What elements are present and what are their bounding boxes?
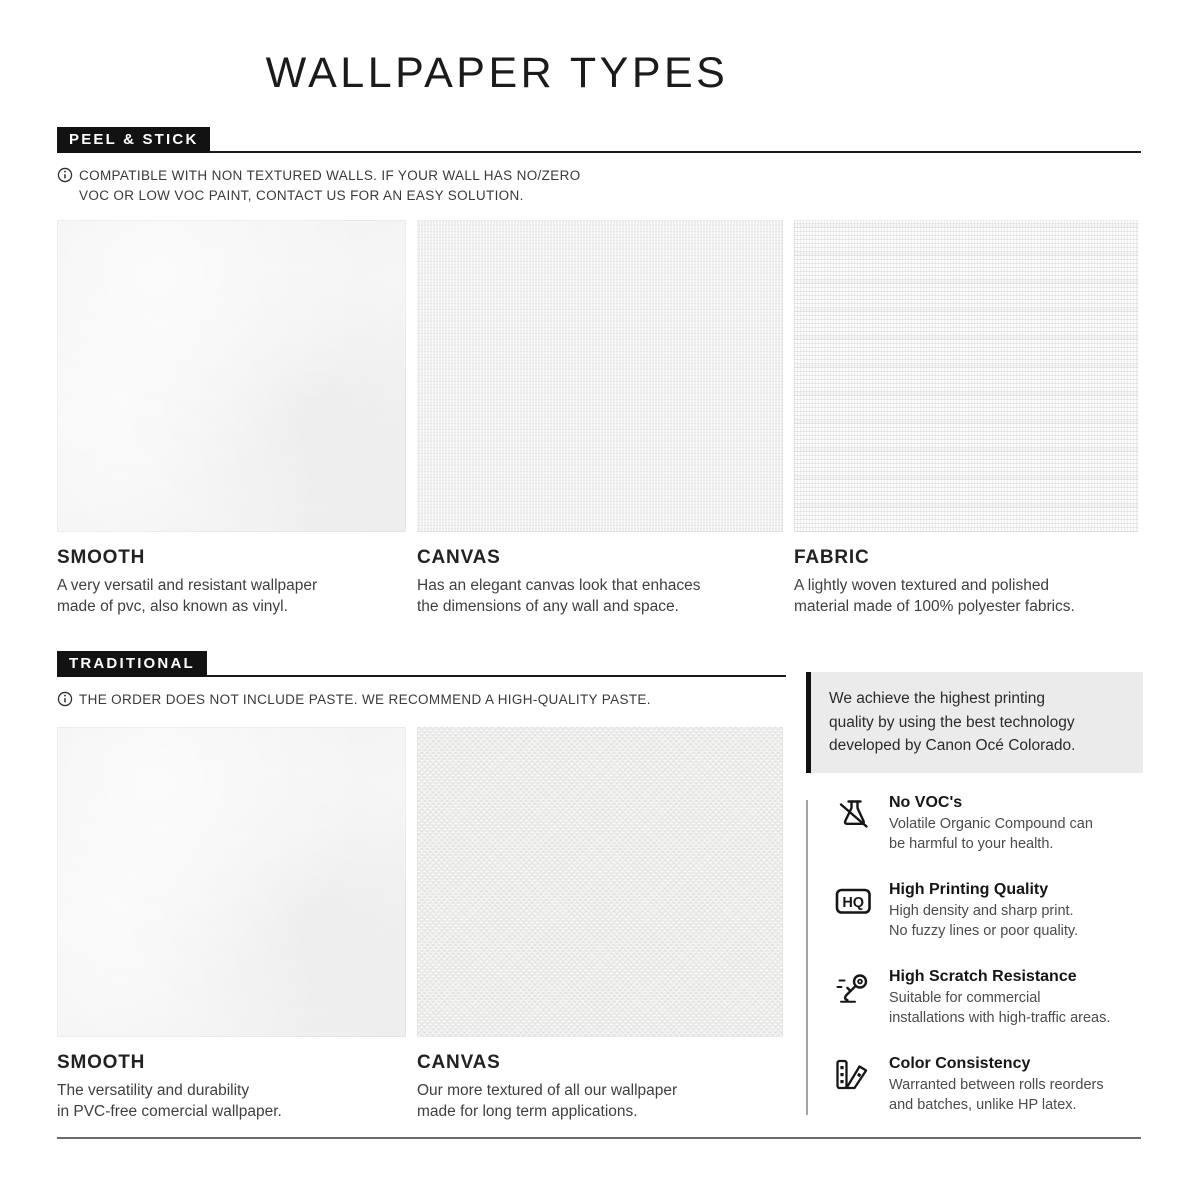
swatch-card-canvas: [417, 220, 783, 617]
svg-text:HQ: HQ: [842, 894, 865, 911]
desc-line: High density and sharp print.: [889, 903, 1074, 919]
feature-no-vocs: [833, 792, 1163, 854]
desc-line: A very versatil and resistant wallpaper: [57, 577, 318, 594]
desc-line: A lightly woven textured and polished: [794, 577, 1050, 594]
no-vocs-flask-icon: [833, 794, 873, 834]
desc-line: made for long term applications.: [417, 1102, 638, 1120]
page-title: WALLPAPER TYPES: [265, 49, 729, 97]
color-swatches-icon: [833, 1055, 873, 1095]
peel-stick-swatch-row: [57, 220, 1141, 617]
desc-line: the dimensions of any wall and space.: [417, 597, 679, 615]
feature-description: [889, 1076, 1104, 1115]
feature-title: Color Consistency: [889, 1055, 1031, 1072]
desc-line: in PVC-free comercial wallpaper.: [57, 1102, 282, 1120]
canvas-texture-sample: [417, 220, 783, 532]
feature-high-scratch-resistance: [833, 966, 1163, 1028]
traditional-swatch-row: [57, 727, 783, 1122]
desc-line: Our more textured of all our wallpaper: [417, 1082, 678, 1099]
swatch-name: FABRIC: [794, 547, 870, 568]
note-line-1: THE ORDER DOES NOT INCLUDE PASTE. WE RECOMMEND A HIGH-QUALITY PASTE.: [79, 692, 651, 707]
swatch-description: [417, 576, 783, 617]
swatch-name: CANVAS: [417, 547, 501, 568]
swatch-card-fabric: [794, 220, 1138, 617]
quote-line: developed by Canon Océ Colorado.: [829, 737, 1076, 754]
canvas-texture-sample: [417, 727, 783, 1037]
desc-line: Has an elegant canvas look that enhaces: [417, 577, 701, 594]
swatch-description: [794, 576, 1138, 617]
desc-line: No fuzzy lines or poor quality.: [889, 922, 1079, 939]
quote-line: quality by using the best technology: [829, 713, 1075, 731]
info-icon: [57, 691, 73, 707]
desc-line: Suitable for commercial: [889, 990, 1041, 1006]
feature-description: [889, 989, 1110, 1028]
swatch-name: CANVAS: [417, 1052, 501, 1073]
smooth-texture-sample: [57, 727, 406, 1037]
info-icon: [57, 167, 73, 183]
swatch-name: SMOOTH: [57, 547, 146, 568]
note-line-1: COMPATIBLE WITH NON TEXTURED WALLS. IF YOUR WALL HAS NO/ZERO: [79, 168, 581, 183]
desc-line: be harmful to your health.: [889, 835, 1054, 852]
swatch-name: SMOOTH: [57, 1052, 146, 1073]
note-line-2: VOC OR LOW VOC PAINT, CONTACT US FOR AN EASY SOLUTION.: [79, 187, 524, 203]
desc-line: made of pvc, also known as vinyl.: [57, 597, 288, 615]
swatch-card-canvas: [417, 727, 783, 1122]
desc-line: The versatility and durability: [57, 1082, 250, 1099]
swatch-card-smooth: [57, 727, 406, 1122]
section-label-traditional: TRADITIONAL: [57, 651, 207, 677]
feature-description: [889, 902, 1078, 941]
desc-line: material made of 100% polyester fabrics.: [794, 597, 1075, 615]
feature-color-consistency: [833, 1053, 1163, 1115]
scratch-key-icon: [833, 968, 873, 1008]
desc-line: Warranted between rolls reorders: [889, 1077, 1104, 1093]
swatch-description: [417, 1081, 783, 1122]
desc-line: installations with high-traffic areas.: [889, 1009, 1111, 1026]
feature-title: High Scratch Resistance: [889, 968, 1077, 985]
features-list: [833, 792, 1163, 1140]
hq-badge-icon: [833, 881, 873, 921]
feature-title: No VOC's: [889, 794, 963, 811]
desc-line: and batches, unlike HP latex.: [889, 1096, 1077, 1113]
features-divider-line: [806, 800, 808, 1115]
printing-quality-quote: [806, 672, 1143, 773]
fabric-texture-sample: [794, 220, 1138, 532]
traditional-note: [57, 690, 651, 710]
peel-stick-divider-line: [57, 151, 1141, 153]
swatch-card-smooth: [57, 220, 406, 617]
page-bottom-divider-line: [57, 1137, 1141, 1139]
feature-description: [889, 815, 1093, 854]
swatch-description: [57, 576, 406, 617]
feature-title: High Printing Quality: [889, 881, 1049, 898]
smooth-texture-sample: [57, 220, 406, 532]
section-label-peel-stick: PEEL & STICK: [57, 127, 210, 153]
swatch-description: [57, 1081, 406, 1122]
feature-high-printing-quality: [833, 879, 1163, 941]
peel-stick-note: [57, 166, 581, 205]
quote-line: We achieve the highest printing: [829, 690, 1045, 707]
desc-line: Volatile Organic Compound can: [889, 816, 1093, 832]
